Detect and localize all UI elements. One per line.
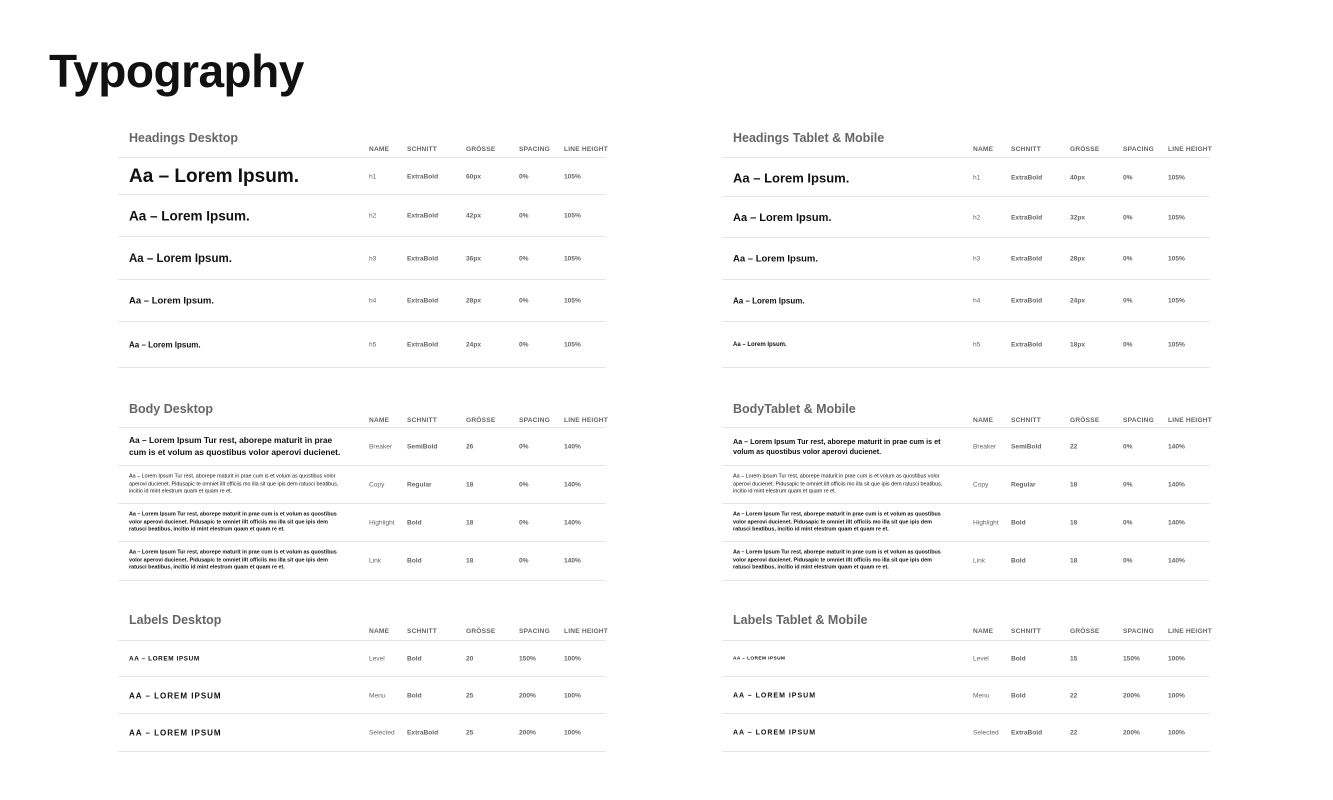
- cell-name: Level: [973, 655, 989, 663]
- cell-name: Copy: [973, 481, 989, 489]
- col-spacing: SPACING: [519, 417, 550, 424]
- col-spacing: SPACING: [1123, 628, 1154, 635]
- cell-spacing: 0%: [519, 212, 529, 220]
- col-name: NAME: [369, 146, 390, 153]
- col-line-height: LINE HEIGHT: [1168, 628, 1212, 635]
- col-groesse: GRÖSSE: [466, 417, 496, 424]
- cell-name: Link: [973, 557, 986, 565]
- cell-name: h1: [973, 174, 981, 181]
- cell-name: Menu: [973, 692, 990, 699]
- cell-schnitt: Bold: [407, 655, 422, 663]
- cell-schnitt: ExtraBold: [1011, 341, 1043, 348]
- cell-line-height: 140%: [564, 557, 581, 565]
- table-row: [722, 279, 1210, 322]
- table-row: [722, 503, 1210, 542]
- cell-name: h2: [369, 212, 377, 220]
- table-row: [118, 427, 606, 466]
- cell-spacing: 200%: [519, 692, 536, 699]
- cell-name: Selected: [369, 729, 395, 736]
- cell-name: Breaker: [973, 443, 997, 451]
- cell-schnitt: SemiBold: [407, 443, 438, 451]
- col-line-height: LINE HEIGHT: [1168, 146, 1212, 153]
- table-row: [118, 321, 606, 368]
- type-sample: AA – LOREM IPSUM: [733, 729, 817, 736]
- section-title: BodyTablet & Mobile: [733, 402, 856, 416]
- cell-line-height: 140%: [1168, 557, 1185, 565]
- cell-schnitt: Bold: [1011, 692, 1026, 699]
- type-sample: Aa – Lorem Ipsum Tur rest, aborepe maturit in prae cum is et volum as quostibus volor aperovi ducienet. Pidusapic te omniet illt officiis mo illa sit que ipis dem ratusci beatibus, incitio id mint elestrum quam et quam re et.: [733, 473, 943, 495]
- cell-line-height: 105%: [564, 212, 581, 220]
- cell-schnitt: ExtraBold: [1011, 729, 1043, 736]
- cell-name: h4: [973, 297, 981, 305]
- col-spacing: SPACING: [519, 628, 550, 635]
- col-name: NAME: [973, 146, 994, 153]
- cell-groesse: 36px: [466, 255, 482, 262]
- section-title: Headings Desktop: [129, 131, 239, 145]
- cell-spacing: 0%: [1123, 519, 1133, 527]
- cell-line-height: 140%: [564, 519, 581, 527]
- col-spacing: SPACING: [519, 146, 550, 153]
- type-sample: Aa – Lorem Ipsum.: [129, 295, 214, 307]
- type-sample: Aa – Lorem Ipsum.: [733, 170, 850, 185]
- col-groesse: GRÖSSE: [466, 628, 496, 635]
- cell-line-height: 105%: [1168, 341, 1185, 348]
- table-row: [118, 676, 606, 714]
- cell-line-height: 100%: [564, 729, 581, 736]
- cell-line-height: 105%: [1168, 214, 1185, 221]
- type-sample: Aa – Lorem Ipsum.: [733, 211, 832, 224]
- section-title: Headings Tablet & Mobile: [733, 131, 885, 145]
- cell-line-height: 100%: [564, 692, 581, 699]
- table-row: [722, 676, 1210, 714]
- type-sample: AA – LOREM IPSUM: [129, 728, 222, 737]
- cell-line-height: 100%: [1168, 729, 1185, 736]
- cell-schnitt: Bold: [1011, 655, 1026, 663]
- col-schnitt: SCHNITT: [407, 417, 437, 424]
- table-row: [118, 157, 606, 195]
- cell-groesse: 18px: [1070, 341, 1086, 348]
- cell-spacing: 200%: [1123, 729, 1140, 736]
- table-row: [722, 640, 1210, 677]
- table-header: [118, 146, 606, 156]
- type-sample: AA – LOREM IPSUM: [733, 656, 786, 662]
- cell-line-height: 105%: [1168, 255, 1185, 263]
- col-line-height: LINE HEIGHT: [564, 417, 608, 424]
- cell-schnitt: Bold: [1011, 557, 1026, 565]
- cell-schnitt: ExtraBold: [407, 212, 439, 220]
- table-header: [118, 628, 606, 638]
- cell-groesse: 22: [1070, 692, 1078, 699]
- cell-groesse: 18: [466, 481, 474, 489]
- cell-spacing: 0%: [1123, 214, 1133, 221]
- cell-groesse: 42px: [466, 212, 482, 220]
- cell-schnitt: ExtraBold: [1011, 174, 1043, 181]
- cell-spacing: 150%: [519, 655, 536, 663]
- type-sample: AA – LOREM IPSUM: [129, 655, 200, 663]
- type-sample: Aa – Lorem Ipsum.: [129, 252, 232, 265]
- col-name: NAME: [973, 628, 994, 635]
- type-sample: AA – LOREM IPSUM: [733, 692, 817, 699]
- cell-schnitt: ExtraBold: [407, 297, 439, 305]
- table-row: [722, 157, 1210, 197]
- cell-groesse: 40px: [1070, 174, 1086, 181]
- table-header: [722, 146, 1210, 156]
- col-spacing: SPACING: [1123, 146, 1154, 153]
- cell-schnitt: ExtraBold: [1011, 214, 1043, 221]
- cell-spacing: 200%: [519, 729, 536, 736]
- table-row: [118, 194, 606, 237]
- cell-spacing: 0%: [1123, 297, 1133, 305]
- cell-schnitt: Bold: [407, 692, 422, 699]
- cell-name: h4: [369, 297, 377, 305]
- type-sample: Aa – Lorem Ipsum.: [129, 165, 299, 187]
- table-row: [118, 640, 606, 677]
- col-schnitt: SCHNITT: [1011, 146, 1041, 153]
- cell-name: h3: [973, 255, 981, 263]
- cell-spacing: 0%: [519, 341, 529, 348]
- section-title: Labels Desktop: [129, 613, 222, 627]
- cell-groesse: 28px: [466, 297, 482, 305]
- cell-name: h5: [369, 341, 377, 348]
- col-schnitt: SCHNITT: [407, 628, 437, 635]
- col-line-height: LINE HEIGHT: [564, 628, 608, 635]
- cell-spacing: 0%: [1123, 341, 1133, 348]
- cell-schnitt: ExtraBold: [407, 173, 439, 180]
- col-groesse: GRÖSSE: [466, 146, 496, 153]
- col-line-height: LINE HEIGHT: [1168, 417, 1212, 424]
- cell-groesse: 18: [1070, 557, 1078, 565]
- type-sample: Aa – Lorem Ipsum.: [129, 208, 250, 224]
- cell-spacing: 0%: [519, 255, 529, 262]
- cell-groesse: 18: [466, 519, 474, 527]
- type-sample: Aa – Lorem Ipsum.: [733, 296, 805, 306]
- cell-spacing: 0%: [519, 557, 529, 565]
- cell-line-height: 105%: [1168, 174, 1185, 181]
- col-groesse: GRÖSSE: [1070, 417, 1100, 424]
- table-row: [722, 196, 1210, 238]
- cell-groesse: 60px: [466, 173, 482, 180]
- type-sample: Aa – Lorem Ipsum.: [733, 341, 787, 348]
- table-row: [722, 541, 1210, 581]
- cell-spacing: 0%: [1123, 443, 1133, 451]
- section-title: Labels Tablet & Mobile: [733, 613, 868, 627]
- cell-groesse: 26: [466, 443, 474, 451]
- cell-schnitt: ExtraBold: [407, 341, 439, 348]
- cell-schnitt: Bold: [407, 519, 422, 527]
- cell-groesse: 22: [1070, 729, 1078, 736]
- table-row: [722, 427, 1210, 466]
- cell-spacing: 0%: [519, 519, 529, 527]
- cell-groesse: 18: [1070, 519, 1078, 527]
- cell-line-height: 105%: [564, 341, 581, 348]
- cell-line-height: 105%: [564, 297, 581, 305]
- cell-name: h5: [973, 341, 981, 348]
- cell-schnitt: ExtraBold: [407, 729, 439, 736]
- cell-groesse: 24px: [1070, 297, 1086, 305]
- cell-line-height: 140%: [564, 481, 581, 489]
- type-sample: Aa – Lorem Ipsum Tur rest, aborepe maturit in prae cum is et volum as quostibus volor aperovi ducienet. Pidusapic te omniet illt officiis mo illa sit que ipis dem ratusci beatibus, incitio id mint elestrum quam et quam re et.: [733, 511, 941, 533]
- cell-line-height: 100%: [1168, 655, 1185, 663]
- cell-name: h3: [369, 255, 377, 262]
- type-sample: AA – LOREM IPSUM: [129, 691, 222, 700]
- cell-spacing: 200%: [1123, 692, 1140, 699]
- type-sample: Aa – Lorem Ipsum.: [733, 253, 818, 265]
- table-row: [118, 465, 606, 504]
- table-header: [118, 417, 606, 427]
- cell-groesse: 32px: [1070, 214, 1086, 221]
- table-row: [118, 279, 606, 322]
- cell-name: Link: [369, 557, 382, 565]
- type-sample: Aa – Lorem Ipsum Tur rest, aborepe maturit in prae cum is et volum as quostibus volor aperovi ducienet.: [733, 436, 941, 456]
- cell-groesse: 25: [466, 729, 474, 736]
- table-row: [722, 713, 1210, 752]
- cell-line-height: 105%: [564, 173, 581, 180]
- col-groesse: GRÖSSE: [1070, 628, 1100, 635]
- table-row: [118, 236, 606, 280]
- cell-line-height: 105%: [564, 255, 581, 262]
- cell-schnitt: ExtraBold: [1011, 297, 1043, 305]
- type-sample: Aa – Lorem Ipsum Tur rest, aborepe maturit in prae cum is et volum as quostibus volor aperovi ducienet. Pidusapic te omniet illt officiis mo illa sit que ipis dem ratusci beatibus, incitio id mint elestrum quam et quam re et.: [733, 549, 941, 571]
- cell-name: Menu: [369, 692, 386, 699]
- cell-line-height: 100%: [564, 655, 581, 663]
- table-row: [722, 465, 1210, 504]
- cell-name: Highlight: [369, 519, 395, 527]
- page-title: Typography: [49, 45, 304, 97]
- type-sample: Aa – Lorem Ipsum Tur rest, aborepe maturit in prae cum is et volum as quostibus volor aperovi ducienet.: [129, 435, 341, 457]
- cell-spacing: 0%: [1123, 174, 1133, 181]
- table-row: [118, 713, 606, 752]
- col-schnitt: SCHNITT: [1011, 628, 1041, 635]
- cell-line-height: 140%: [564, 443, 581, 451]
- cell-schnitt: Regular: [407, 481, 432, 489]
- cell-groesse: 22: [1070, 443, 1078, 451]
- cell-name: h2: [973, 214, 981, 221]
- table-row: [118, 503, 606, 542]
- cell-groesse: 18: [466, 557, 474, 565]
- cell-groesse: 24px: [466, 341, 482, 348]
- col-name: NAME: [973, 417, 994, 424]
- type-sample: Aa – Lorem Ipsum Tur rest, aborepe maturit in prae cum is et volum as quostibus volor aperovi ducienet. Pidusapic te omniet illt officiis mo illa sit que ipis dem ratusci beatibus, incitio id mint elestrum quam et quam re et.: [129, 473, 339, 495]
- table-row: [722, 237, 1210, 280]
- cell-name: Highlight: [973, 519, 999, 527]
- cell-spacing: 0%: [519, 297, 529, 305]
- cell-schnitt: Regular: [1011, 481, 1036, 489]
- cell-spacing: 150%: [1123, 655, 1140, 663]
- cell-spacing: 0%: [1123, 557, 1133, 565]
- col-schnitt: SCHNITT: [407, 146, 437, 153]
- type-sample: Aa – Lorem Ipsum Tur rest, aborepe maturit in prae cum is et volum as quostibus volor aperovi ducienet. Pidusapic te omniet illt officiis mo illa sit que ipis dem ratusci beatibus, incitio id mint elestrum quam et quam re et.: [129, 511, 337, 533]
- cell-schnitt: Bold: [1011, 519, 1026, 527]
- cell-line-height: 140%: [1168, 443, 1185, 451]
- cell-groesse: 20: [466, 655, 474, 663]
- col-schnitt: SCHNITT: [1011, 417, 1041, 424]
- cell-spacing: 0%: [519, 443, 529, 451]
- cell-name: Copy: [369, 481, 385, 489]
- cell-spacing: 0%: [519, 481, 529, 489]
- table-header: [722, 417, 1210, 427]
- col-name: NAME: [369, 628, 390, 635]
- cell-groesse: 18: [1070, 481, 1078, 489]
- col-groesse: GRÖSSE: [1070, 146, 1100, 153]
- col-spacing: SPACING: [1123, 417, 1154, 424]
- cell-name: Level: [369, 655, 385, 663]
- cell-schnitt: Bold: [407, 557, 422, 565]
- type-sample: Aa – Lorem Ipsum.: [129, 340, 201, 349]
- cell-line-height: 140%: [1168, 481, 1185, 489]
- cell-spacing: 0%: [1123, 255, 1133, 263]
- cell-groesse: 15: [1070, 655, 1078, 663]
- table-row: [722, 321, 1210, 368]
- cell-spacing: 0%: [1123, 481, 1133, 489]
- section-title: Body Desktop: [129, 402, 214, 416]
- type-sample: Aa – Lorem Ipsum Tur rest, aborepe maturit in prae cum is et volum as quostibus volor aperovi ducienet. Pidusapic te omniet illt officiis mo illa sit que ipis dem ratusci beatibus, incitio id mint elestrum quam et quam re et.: [129, 549, 337, 571]
- cell-schnitt: SemiBold: [1011, 443, 1042, 451]
- cell-name: Selected: [973, 729, 999, 736]
- cell-groesse: 25: [466, 692, 474, 699]
- cell-line-height: 105%: [1168, 297, 1185, 305]
- col-name: NAME: [369, 417, 390, 424]
- col-line-height: LINE HEIGHT: [564, 146, 608, 153]
- cell-schnitt: ExtraBold: [407, 255, 439, 262]
- cell-spacing: 0%: [519, 173, 529, 180]
- cell-name: h1: [369, 173, 377, 180]
- cell-line-height: 140%: [1168, 519, 1185, 527]
- table-header: [722, 628, 1210, 638]
- cell-groesse: 28px: [1070, 255, 1086, 263]
- cell-schnitt: ExtraBold: [1011, 255, 1043, 263]
- table-row: [118, 541, 606, 581]
- cell-line-height: 100%: [1168, 692, 1185, 699]
- cell-name: Breaker: [369, 443, 393, 451]
